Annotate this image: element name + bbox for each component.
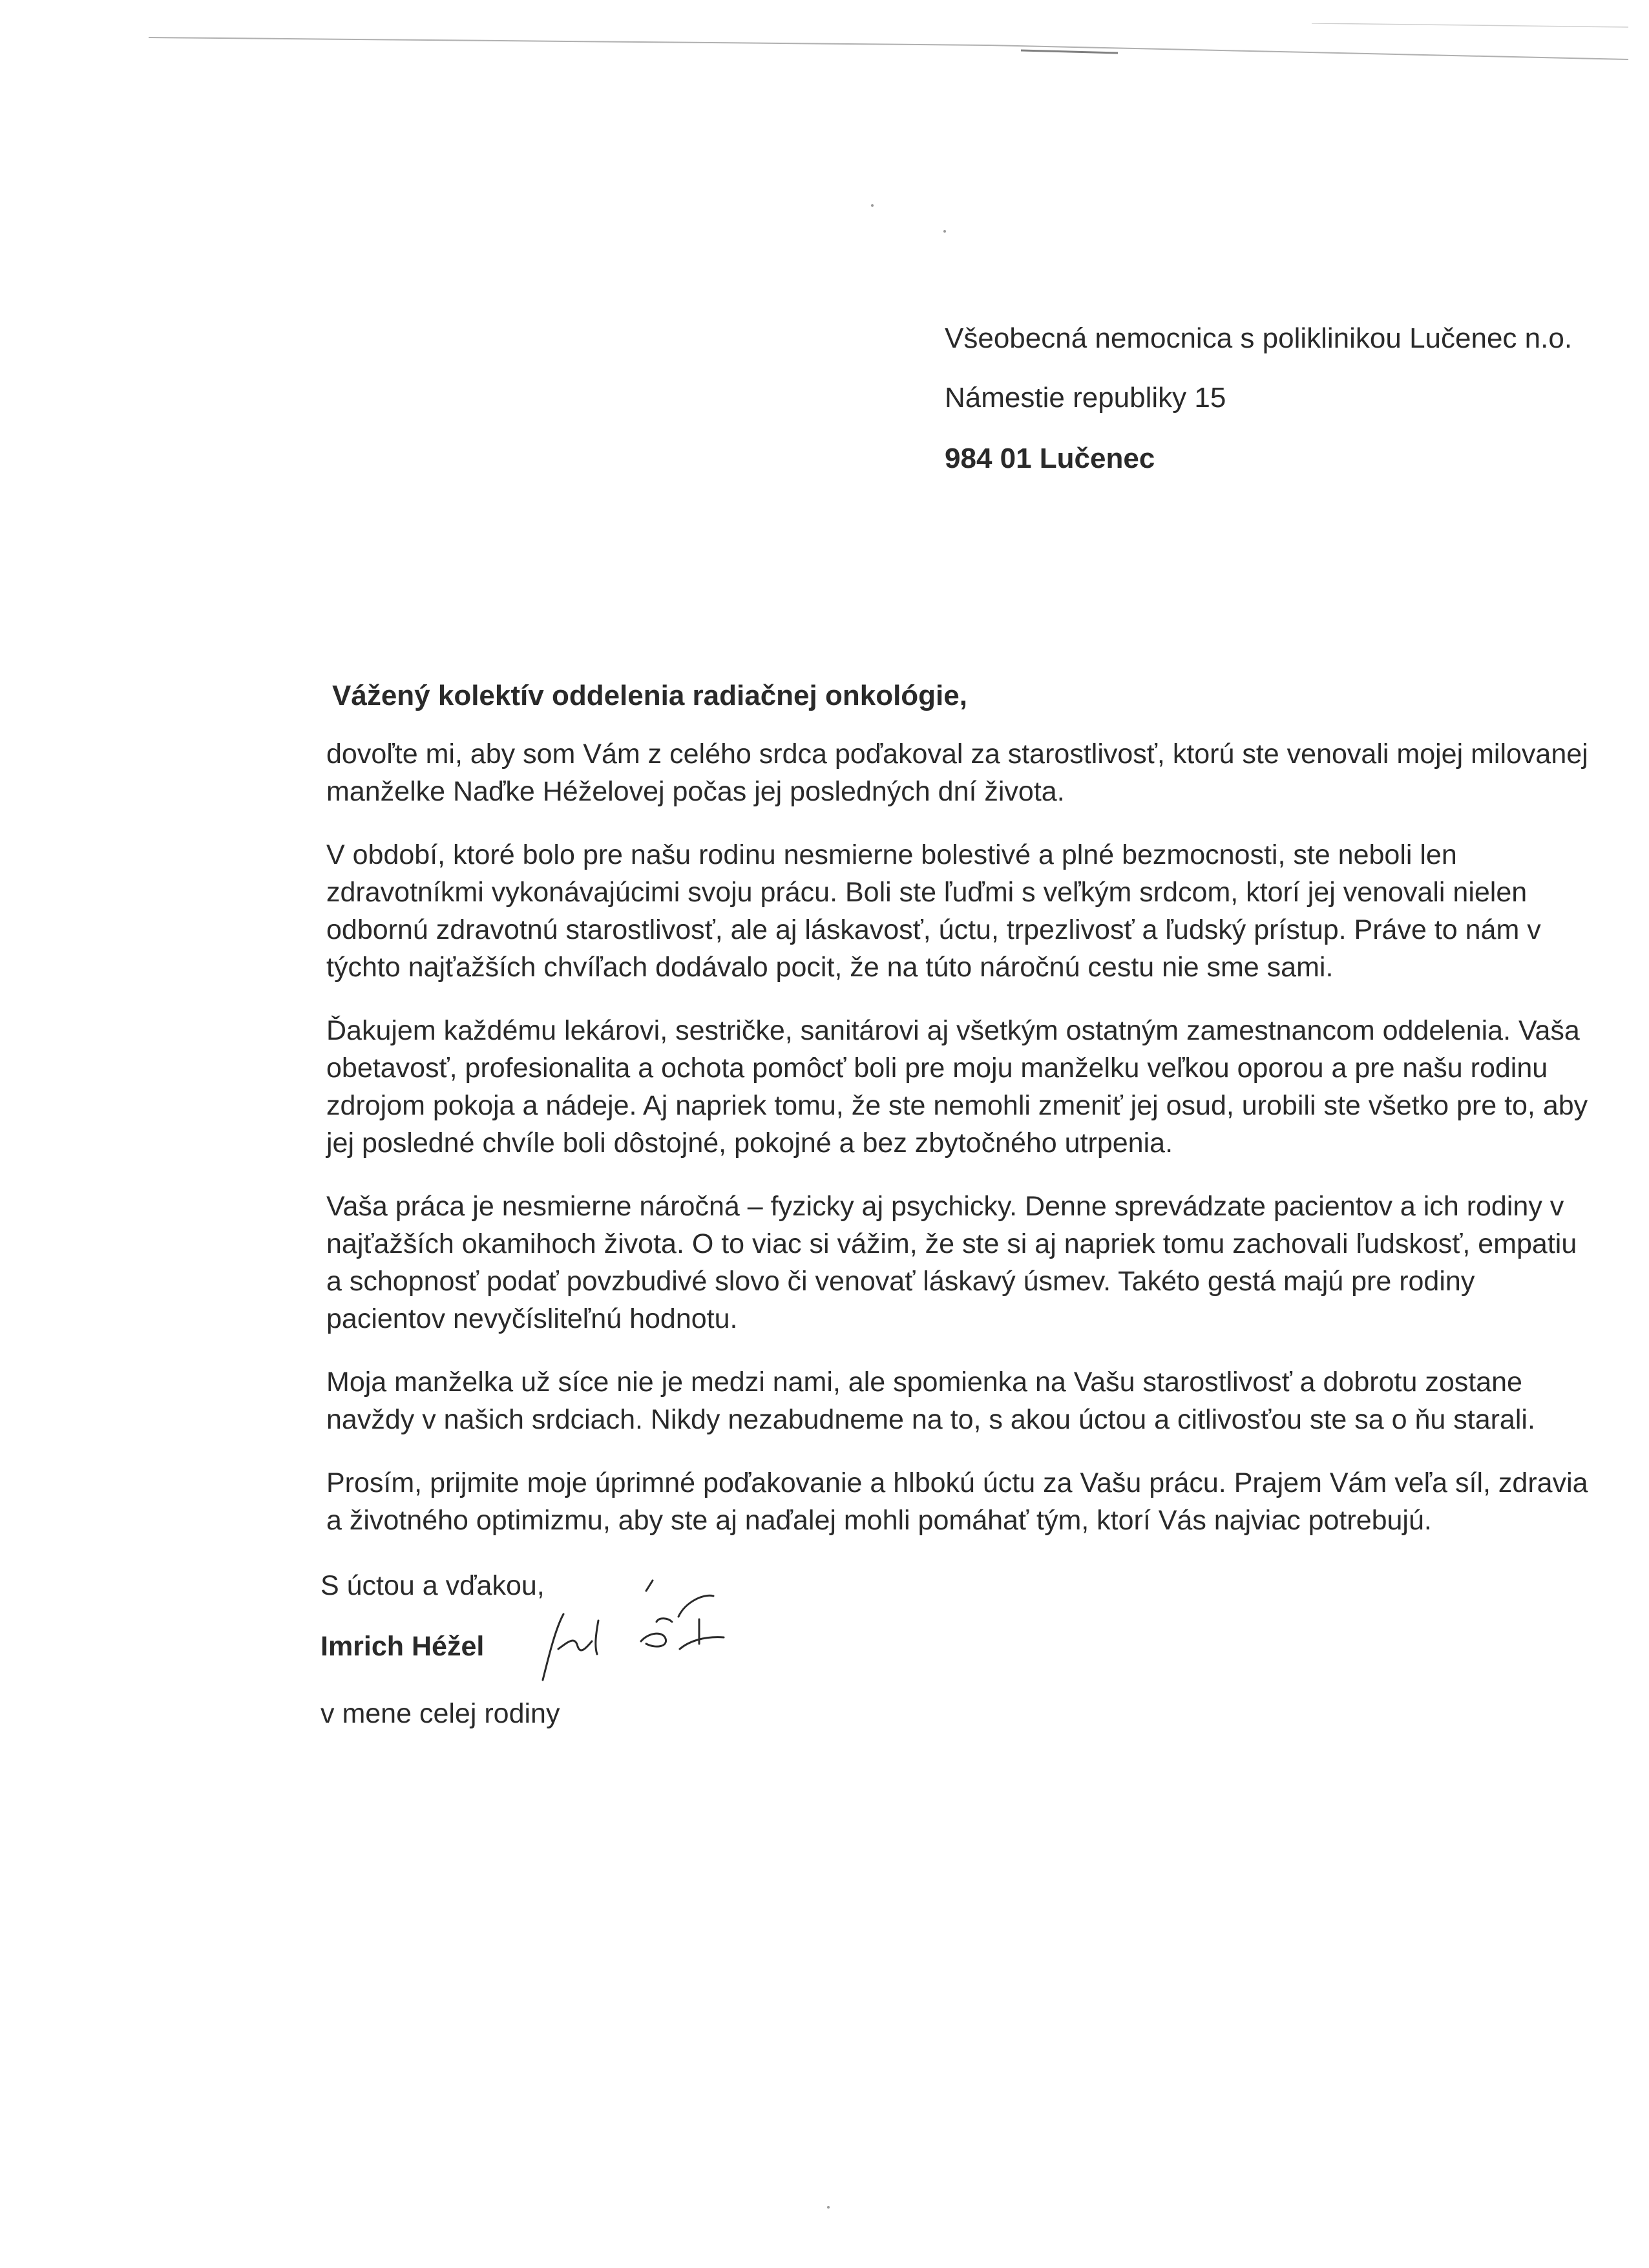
letter-greeting: Vážený kolektív oddelenia radiačnej onkológie, (332, 680, 967, 711)
scan-speck (871, 204, 874, 207)
letter-paragraph: Ďakujem každému lekárovi, sestričke, sanitárovi aj všetkým ostatným zamestnancom oddelenia. Vaša obetavosť, profesionalita a ochota pomôcť boli pre moju manželku veľkou oporou a pre našu rodinu zdrojom pokoja a nádeje. Aj napriek tomu, že ste nemohli zmeniť jej osud, urobili ste všetko pre to, aby jej posledné chvíle boli dôstojné, pokojné a bez zbytočného utrpenia. (326, 1015, 1588, 1159)
recipient-city: 984 01 Lučenec (945, 443, 1155, 474)
sender-note: v mene celej rodiny (320, 1698, 560, 1729)
sender-name: Imrich Héžel (320, 1631, 485, 1662)
recipient-street: Námestie republiky 15 (945, 382, 1226, 414)
letter-body (326, 735, 1593, 1565)
recipient-name: Všeobecná nemocnica s poliklinikou Lučenec n.o. (945, 322, 1573, 354)
scan-speck (827, 2206, 830, 2209)
letter-paragraph: V období, ktoré bolo pre našu rodinu nesmierne bolestivé a plné bezmocnosti, ste neboli len zdravotníkmi vykonávajúcimi svoju prácu. Boli ste ľuďmi s veľkým srdcom, ktorí jej venovali nielen odbornú zdravotnú starostlivosť, ale aj láskavosť, úctu, trpezlivosť a ľudský prístup. Práve to nám v týchto najťažších chvíľach dodávalo pocit, že na túto náročnú cestu nie sme sami. (326, 839, 1541, 983)
letter-paragraph: Moja manželka už síce nie je medzi nami, ale spomienka na Vašu starostlivosť a dobrotu zostane navždy v našich srdciach. Nikdy nezabudneme na to, s akou úctou a citlivosťou ste sa o ňu starali. (326, 1367, 1535, 1435)
handwritten-signature (530, 1577, 762, 1693)
letter-paragraph: Prosím, prijmite moje úprimné poďakovanie a hlbokú úctu za Vašu prácu. Prajem Vám veľa síl, zdravia a životného optimizmu, aby ste aj naďalej mohli pomáhať tým, ktorí Vás najviac potrebujú. (326, 1467, 1588, 1536)
letter-paragraph: Vaša práca je nesmierne náročná – fyzicky aj psychicky. Denne sprevádzate pacientov a ich rodiny v najťažších okamihoch života. O to viac si vážim, že ste si aj napriek tomu zachovali ľudskosť, empatiu a schopnosť podať povzbudivé slovo či venovať láskavý úsmev. Takéto gestá majú pre rodiny pacientov nevyčísliteľnú hodnotu. (326, 1191, 1577, 1334)
letter-paragraph: dovoľte mi, aby som Vám z celého srdca poďakoval za starostlivosť, ktorú ste venovali mojej milovanej manželke Naďke Héželovej počas jej posledných dní života. (326, 739, 1588, 807)
closing-phrase: S úctou a vďakou, (320, 1570, 545, 1601)
scan-artifact-line (149, 23, 1628, 75)
scan-speck (943, 230, 946, 233)
